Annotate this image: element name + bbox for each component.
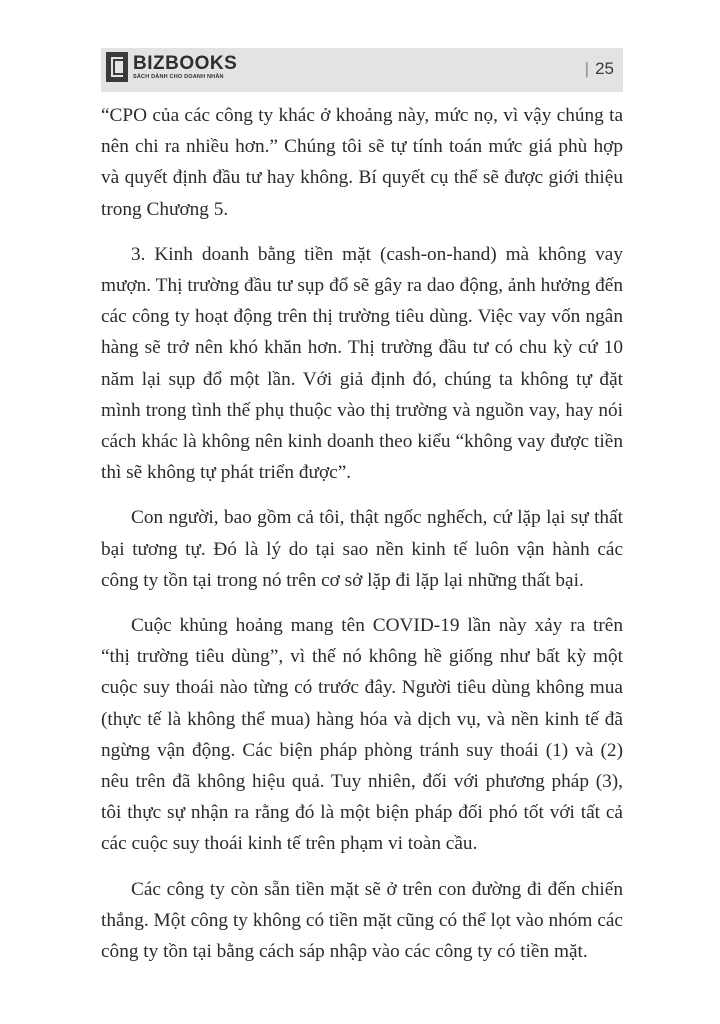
- paragraph: 3. Kinh doanh bằng tiền mặt (cash-on-hand) mà không vay mượn. Thị trường đầu tư sụp đổ sẽ gây ra dao động, ảnh hưởng đến các công ty hoạt động trên thị trường tiêu dùng. Việc vay vốn ngân hàng sẽ trở nên khó khăn hơn. Thị trường đầu tư có chu kỳ cứ 10 năm lại sụp đổ một lần. Với giả định đó, chúng ta không tự đặt mình trong tình thế phụ thuộc vào thị trường và nguồn vay, hay nói cách khác là không nên kinh doanh theo kiểu “không vay được tiền thì sẽ không tự phát triển được”.: [101, 243, 623, 484]
- paragraph: “CPO của các công ty khác ở khoảng này, mức nọ, vì vậy chúng ta nên chi ra nhiều hơn.” Chúng tôi sẽ tự tính toán mức giá phù hợp và quyết định đầu tư hay không. Bí quyết cụ thể sẽ được giới thiệu trong Chương 5.: [101, 105, 623, 220]
- logo-name: BIZBOOKS: [133, 52, 238, 74]
- body-text: [101, 100, 623, 981]
- bizbooks-logo-icon: [106, 52, 128, 82]
- paragraph: Cuộc khủng hoảng mang tên COVID-19 lần này xảy ra trên “thị trường tiêu dùng”, vì thế nó không hề giống như bất kỳ một cuộc suy thoái nào từng có trước đây. Người tiêu dùng không mua (thực tế là không thể mua) hàng hóa và dịch vụ, và nền kinh tế đã ngừng vận động. Các biện pháp phòng tránh suy thoái (1) và (2) nêu trên đã không hiệu quả. Tuy nhiên, đối với phương pháp (3), tôi thực sự nhận ra rằng đó là một biện pháp đối phó tốt với tất cả các cuộc suy thoái kinh tế trên phạm vi toàn cầu.: [101, 615, 623, 855]
- logo-text: [133, 54, 237, 81]
- page-number-separator: |: [584, 59, 590, 78]
- logo-tagline: SÁCH DÀNH CHO DOANH NHÂN: [133, 73, 224, 80]
- paragraph: Các công ty còn sẵn tiền mặt sẽ ở trên con đường đi đến chiến thắng. Một công ty không có tiền mặt cũng có thể lọt vào nhóm các công ty tồn tại bằng cách sáp nhập vào các công ty có tiền mặt.: [101, 878, 623, 963]
- page-number: [585, 59, 614, 79]
- page-number-value: 25: [595, 59, 614, 78]
- publisher-logo: [106, 52, 237, 82]
- paragraph: Con người, bao gồm cả tôi, thật ngốc nghếch, cứ lặp lại sự thất bại tương tự. Đó là lý do tại sao nền kinh tế luôn vận hành các công ty tồn tại trong nó trên cơ sở lặp đi lặp lại những thất bại.: [101, 507, 623, 591]
